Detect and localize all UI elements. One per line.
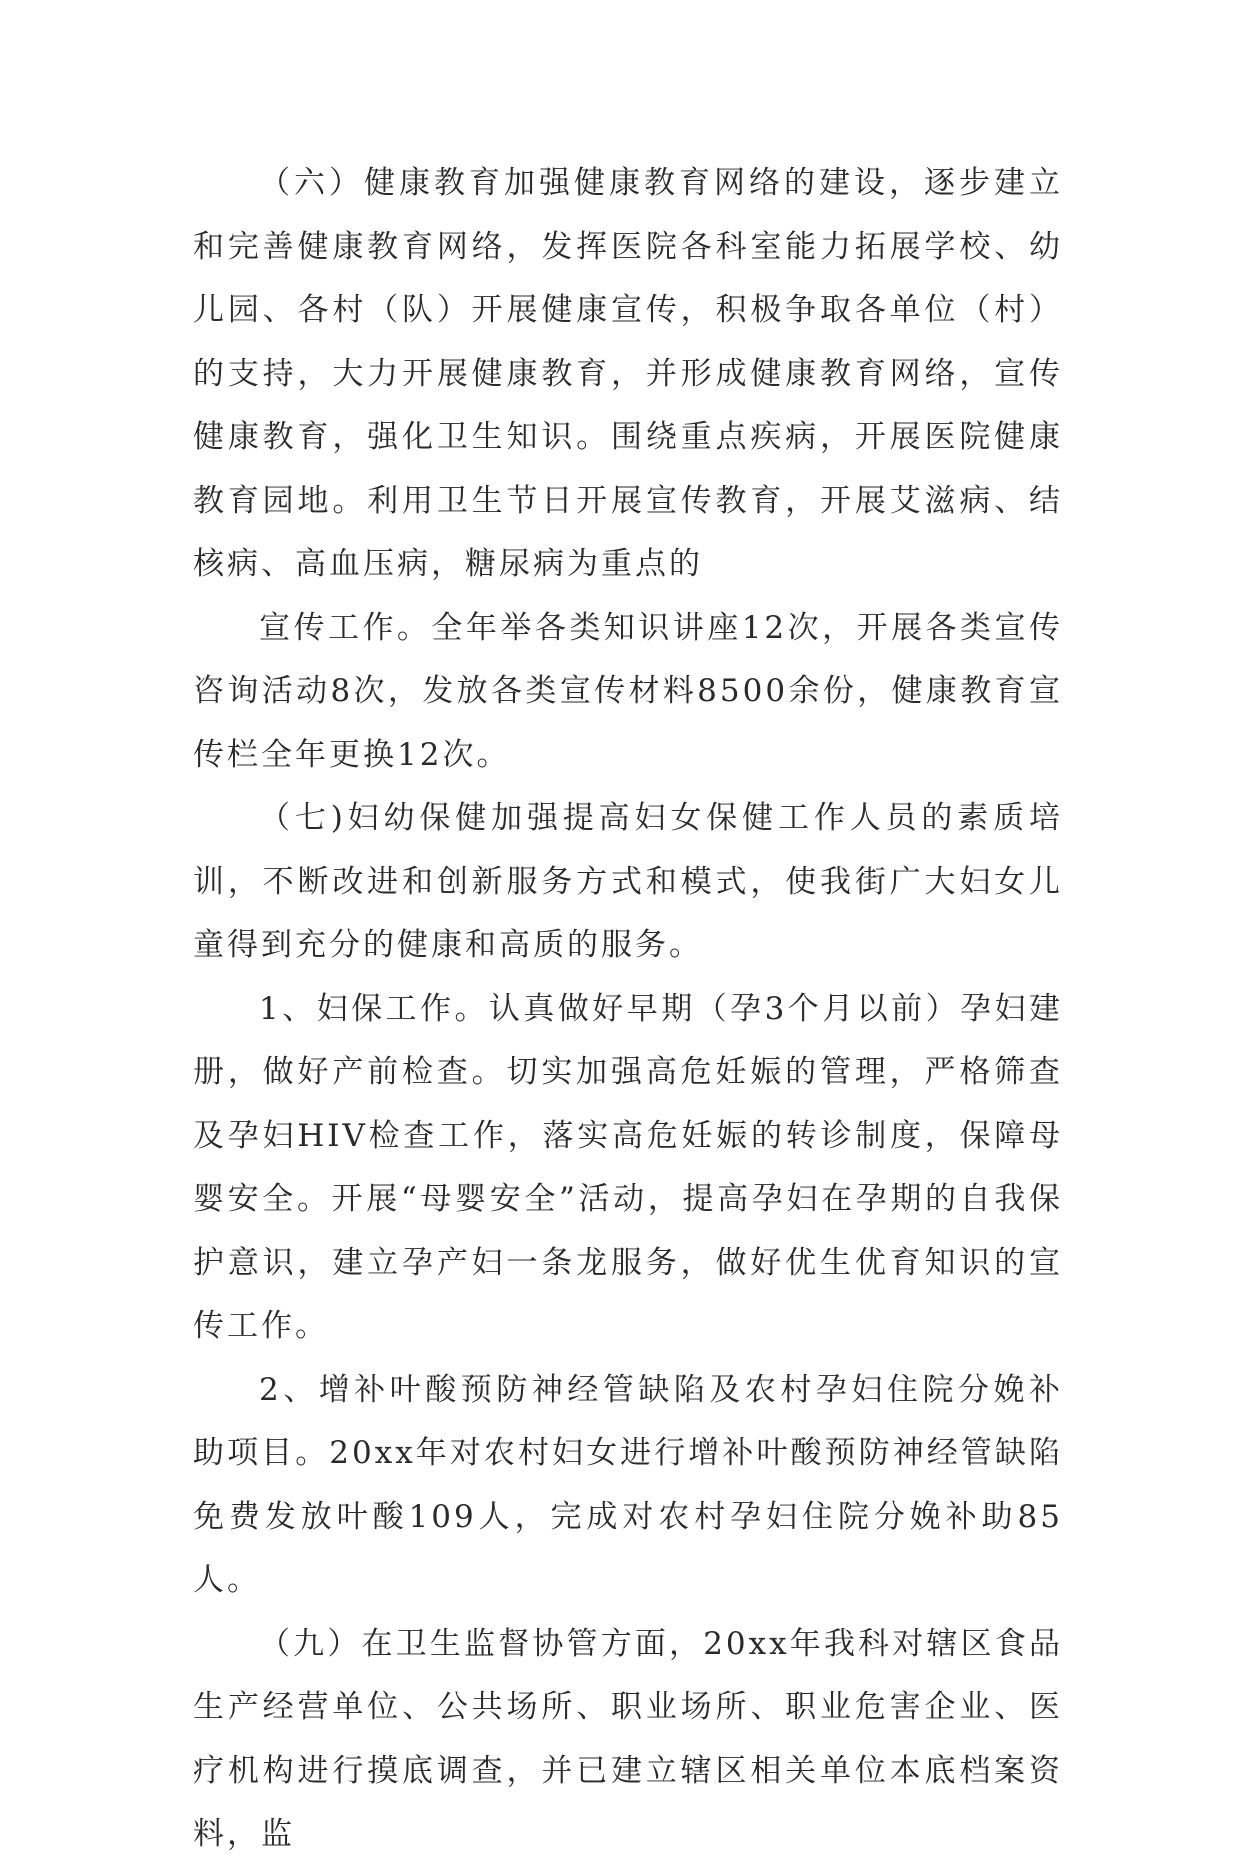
paragraph-health-supervision: （九）在卫生监督协管方面，20xx年我科对辖区食品生产经营单位、公共场所、职业场所、职业危害企业、医疗机构进行摸底调查，并已建立辖区相关单位本底档案资料，监: [193, 1625, 1063, 1852]
paragraph-maternal-care-work: 1、妇保工作。认真做好早期（孕3个月以前）孕妇建册，做好产前检查。切实加强高危妊娠的管理，严格筛查及孕妇HIV检查工作，落实高危妊娠的转诊制度，保障母婴安全。开展“母婴安全”活动，提高孕妇在孕期的自我保护意识，建立孕产妇一条龙服务，做好优生优育知识的宣传工作。: [193, 990, 1063, 1344]
paragraph-folic-acid-project: 2、增补叶酸预防神经管缺陷及农村孕妇住院分娩补助项目。20xx年对农村妇女进行增补叶酸预防神经管缺陷免费发放叶酸109人，完成对农村孕妇住院分娩补助85人。: [193, 1371, 1063, 1598]
paragraph-health-education: （六）健康教育加强健康教育网络的建设，逐步建立和完善健康教育网络，发挥医院各科室能力拓展学校、幼儿园、各村（队）开展健康宣传，积极争取各单位（村）的支持，大力开展健康教育，并形成健康教育网络，宣传健康教育，强化卫生知识。围绕重点疾病，开展医院健康教育园地。利用卫生节日开展宣传教育，开展艾滋病、结核病、高血压病，糖尿病为重点的: [193, 165, 1063, 582]
paragraph-publicity-work: 宣传工作。全年举各类知识讲座12次，开展各类宣传咨询活动8次，发放各类宣传材料8500余份，健康教育宣传栏全年更换12次。: [193, 609, 1063, 773]
paragraph-maternal-child-care: （七)妇幼保健加强提高妇女保健工作人员的素质培训，不断改进和创新服务方式和模式，使我街广大妇女儿童得到充分的健康和高质的服务。: [193, 800, 1063, 963]
document-body: [193, 152, 1063, 1867]
